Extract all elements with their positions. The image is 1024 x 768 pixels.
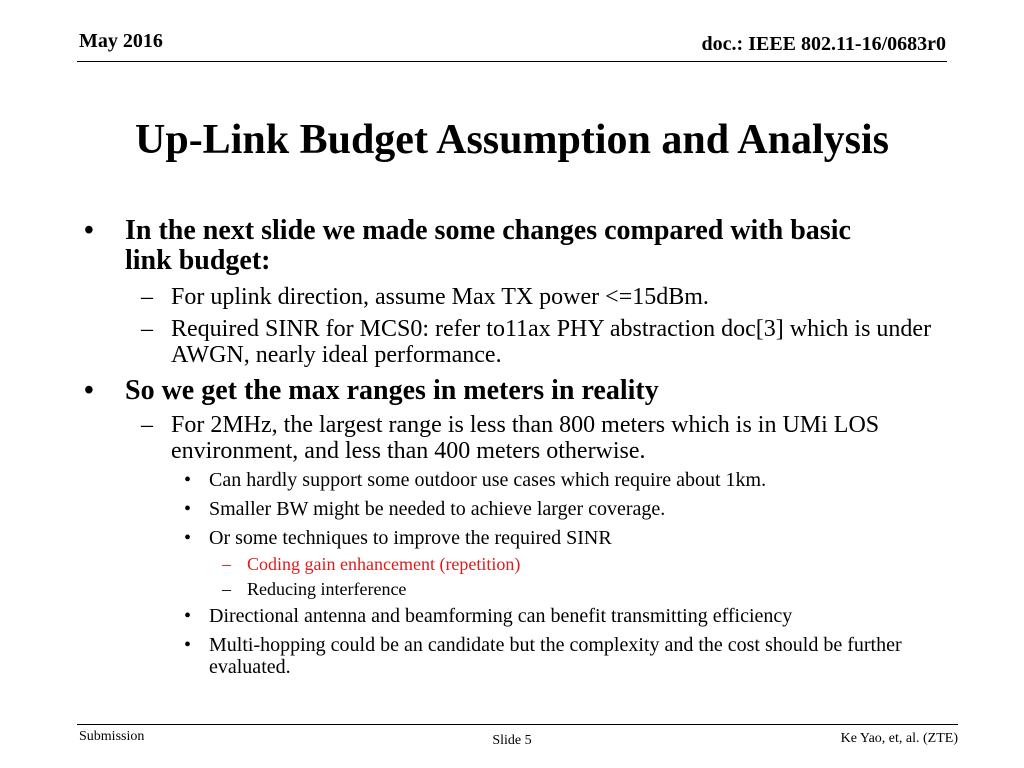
bullet-marker: •	[184, 634, 192, 656]
sub-bullet-item	[0, 412, 946, 464]
sub-sub-bullet-item	[0, 605, 924, 627]
bullet-text: In the next slide we made some changes compared with basic link budget:	[125, 215, 851, 276]
slide-body	[0, 216, 1024, 678]
level4-text: Reducing interference	[247, 579, 407, 599]
footer-authors: Ke Yao, et, al. (ZTE)	[840, 731, 958, 746]
footer-divider	[77, 724, 958, 725]
dash-marker: –	[141, 284, 153, 310]
sub-bullet-item	[0, 284, 946, 310]
sub-bullet-item	[0, 316, 946, 368]
sub-sub-bullet-text: Or some techniques to improve the required SINR	[209, 527, 612, 549]
header-date: May 2016	[79, 30, 163, 52]
sub-sub-bullet-text: Can hardly support some outdoor use cases which require about 1km.	[209, 469, 767, 491]
sub-bullet-text: Required SINR for MCS0: refer to11ax PHY abstraction doc[3] which is under AWGN, nearly ideal performance.	[171, 316, 932, 368]
dash-marker: –	[222, 579, 231, 599]
bullet-marker: •	[184, 605, 192, 627]
level4-text: Coding gain enhancement (repetition)	[247, 554, 521, 574]
bullet-item	[0, 216, 885, 276]
bullet-marker: •	[84, 375, 94, 406]
footer-submission: Submission	[79, 729, 145, 744]
sub-sub-bullet-text: Directional antenna and beamforming can benefit transmitting efficiency	[209, 605, 793, 627]
level4-item	[0, 579, 887, 599]
dash-marker: –	[141, 316, 153, 342]
bullet-marker: •	[184, 527, 192, 549]
dash-marker: –	[141, 412, 153, 438]
bullet-text: So we get the max ranges in meters in reality	[125, 375, 659, 406]
header-divider	[77, 61, 947, 62]
sub-sub-bullet-text: Multi-hopping could be an candidate but the complexity and the cost should be further evaluated.	[209, 634, 902, 678]
bullet-marker: •	[84, 215, 94, 246]
bullet-item	[0, 376, 885, 406]
slide-title: Up-Link Budget Assumption and Analysis	[135, 117, 889, 163]
sub-sub-bullet-item	[0, 634, 924, 678]
dash-marker: –	[222, 554, 231, 574]
header-doc-number: doc.: IEEE 802.11-16/0683r0	[701, 33, 946, 55]
sub-bullet-text: For uplink direction, assume Max TX power <=15dBm.	[171, 284, 709, 310]
sub-sub-bullet-text: Smaller BW might be needed to achieve larger coverage.	[209, 498, 666, 520]
level4-item-highlighted	[0, 554, 887, 574]
sub-sub-bullet-item	[0, 527, 924, 549]
bullet-marker: •	[184, 469, 192, 491]
bullet-marker: •	[184, 498, 192, 520]
sub-sub-bullet-item	[0, 469, 924, 491]
footer-slide-number: Slide 5	[492, 733, 532, 748]
sub-bullet-text: For 2MHz, the largest range is less than 800 meters which is in UMi LOS environment, and less than 400 meters otherwise.	[171, 412, 880, 464]
sub-sub-bullet-item	[0, 498, 924, 520]
